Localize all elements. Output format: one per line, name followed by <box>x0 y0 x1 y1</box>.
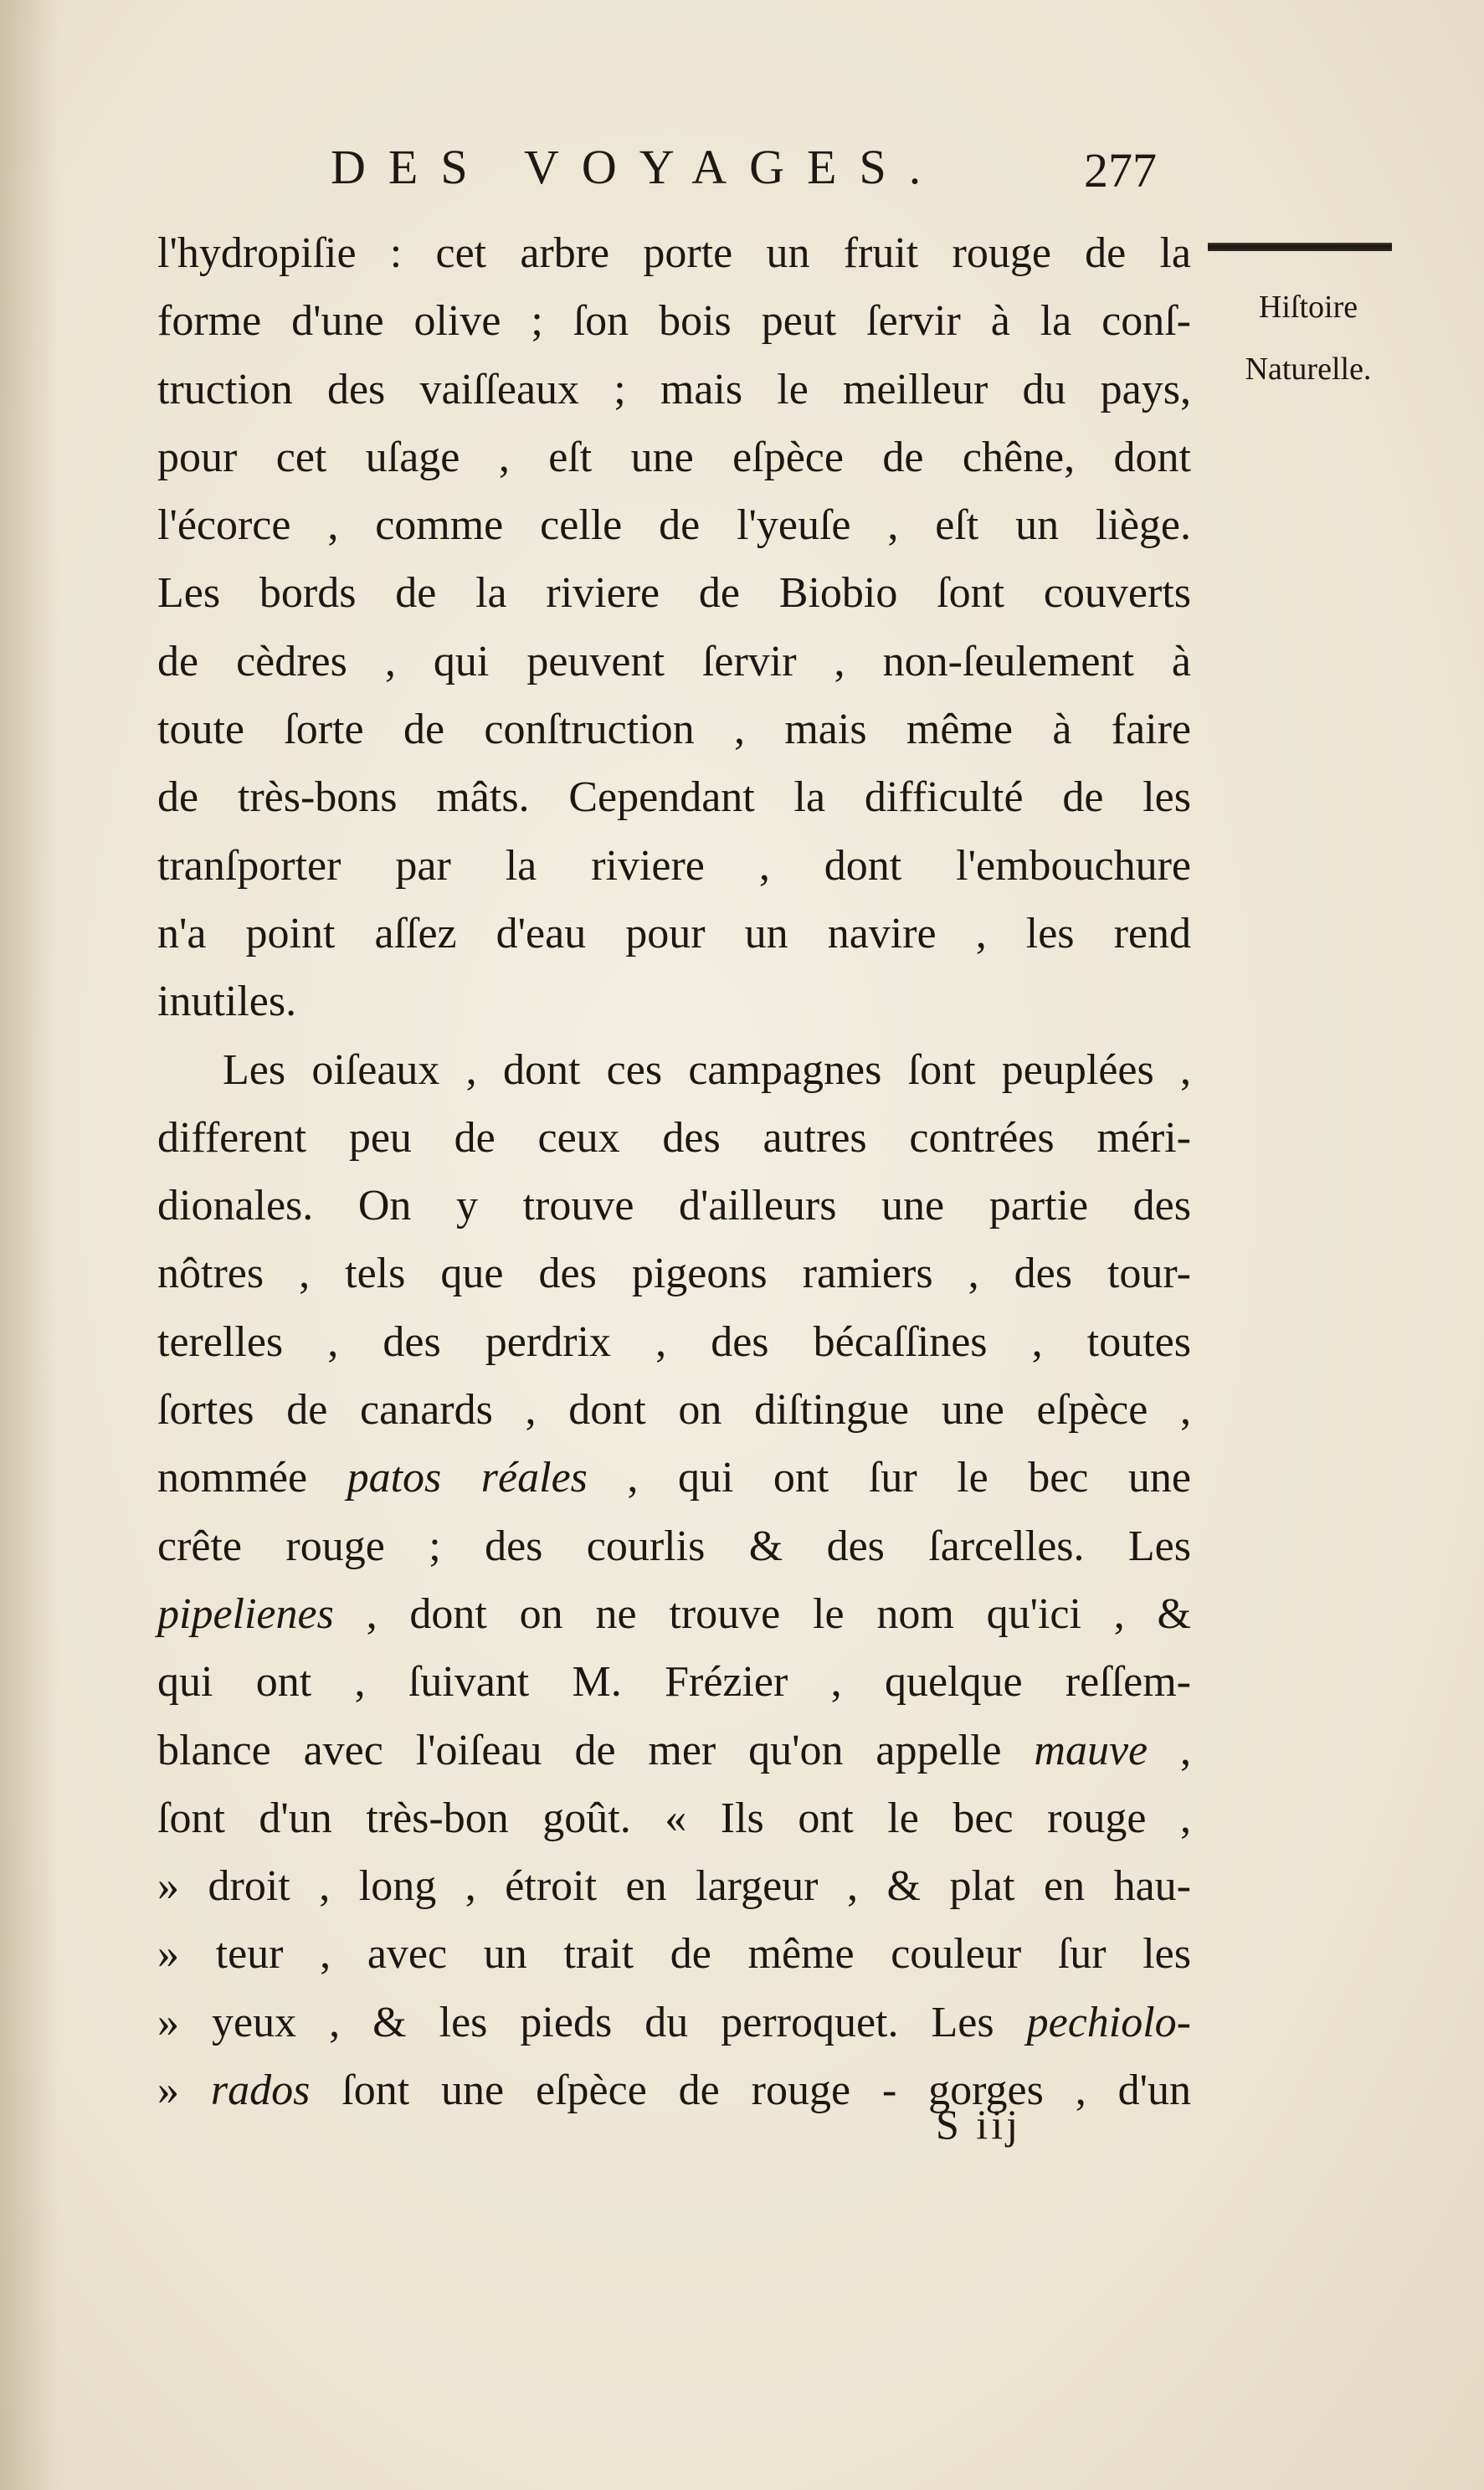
marginal-rule <box>1208 243 1392 251</box>
text-line: forme d'une olive ; ſon bois peut ſervir à la conſ- <box>157 297 1191 346</box>
text-segment: » <box>157 2066 211 2115</box>
text-line: truction des vaiſſeaux ; mais le meilleur du pays, <box>157 365 1191 413</box>
text-line: tranſporter par la riviere , dont l'embouchure <box>157 841 1191 890</box>
text-line: pour cet uſage , eſt une eſpèce de chêne, dont <box>157 433 1191 481</box>
text-line: n'a point aſſez d'eau pour un navire , les rend <box>157 909 1191 957</box>
paragraph-trees <box>157 219 1191 1036</box>
text-line: l'hydropiſie : cet arbre porte un fruit rouge de la <box>157 229 1191 277</box>
paragraph-birds <box>157 1036 1191 2125</box>
marginal-note-line: Hiſtoire <box>1258 290 1358 325</box>
running-head <box>331 134 1168 201</box>
text-segment: ſont une eſpèce de rouge - gorges , d'un <box>310 2066 1191 2115</box>
body-text <box>157 219 1191 2124</box>
text-line: crête rouge ; des courlis & des ſarcelles. Les <box>157 1522 1191 1570</box>
text-line: » teur , avec un trait de même couleur ſur les <box>157 1930 1191 1979</box>
italic-term: pechiolo- <box>1026 1998 1191 2046</box>
text-segment: blance avec l'oiſeau de mer qu'on appelle <box>157 1726 1035 1774</box>
text-line: different peu de ceux des autres contrées méri- <box>157 1113 1191 1162</box>
text-line: nôtres , tels que des pigeons ramiers , des tour- <box>157 1250 1191 1298</box>
text-line: toute ſorte de conſtruction , mais même à faire <box>157 706 1191 754</box>
text-segment: , dont on ne trouve le nom qu'ici , & <box>333 1589 1191 1638</box>
text-line: ſortes de canards , dont on diſtingue une eſpèce , <box>157 1386 1191 1435</box>
marginal-note-line: Naturelle. <box>1245 352 1372 387</box>
page-gutter-shadow <box>0 0 59 2490</box>
text-line <box>157 1717 1191 1784</box>
text-line <box>157 2056 1191 2124</box>
text-segment: , qui ont ſur le bec une <box>587 1454 1191 1502</box>
marginal-note <box>1204 276 1413 400</box>
text-line: inutiles. <box>157 978 297 1026</box>
text-line: Les oiſeaux , dont ces campagnes ſont peuplées , <box>223 1045 1191 1094</box>
text-line: ſont d'un très-bon goût. « Ils ont le bec rouge , <box>157 1794 1191 1842</box>
italic-term: pipelienes <box>157 1589 334 1638</box>
italic-term: mauve <box>1034 1726 1148 1774</box>
italic-term: patos réales <box>347 1454 588 1502</box>
text-line: qui ont , ſuivant M. Frézier , quelque reſſem- <box>157 1658 1191 1707</box>
page-number: 277 <box>1084 143 1157 198</box>
text-line: dionales. On y trouve d'ailleurs une partie des <box>157 1182 1191 1230</box>
text-segment: » yeux , & les pieds du perroquet. Les <box>157 1998 1027 2046</box>
text-line <box>157 1580 1191 1648</box>
text-line: l'écorce , comme celle de l'yeuſe , eſt un liège. <box>157 501 1191 550</box>
text-segment: nommée <box>157 1454 347 1502</box>
text-line: » droit , long , étroit en largeur , & plat en hau- <box>157 1862 1191 1911</box>
italic-term: rados <box>210 2066 311 2115</box>
text-line <box>157 1444 1191 1512</box>
running-title: DES VOYAGES. <box>331 140 944 194</box>
signature-mark: S iij <box>936 2101 1021 2148</box>
text-line: terelles , des perdrix , des bécaſſines , toutes <box>157 1317 1191 1366</box>
text-line <box>157 1989 1191 2056</box>
text-segment: , <box>1148 1726 1192 1774</box>
text-line: de cèdres , qui peuvent ſervir , non-ſeulement à <box>157 637 1191 685</box>
text-line: Les bords de la riviere de Biobio ſont couverts <box>157 569 1191 618</box>
text-line: de très-bons mâts. Cependant la difficulté de les <box>157 773 1191 822</box>
